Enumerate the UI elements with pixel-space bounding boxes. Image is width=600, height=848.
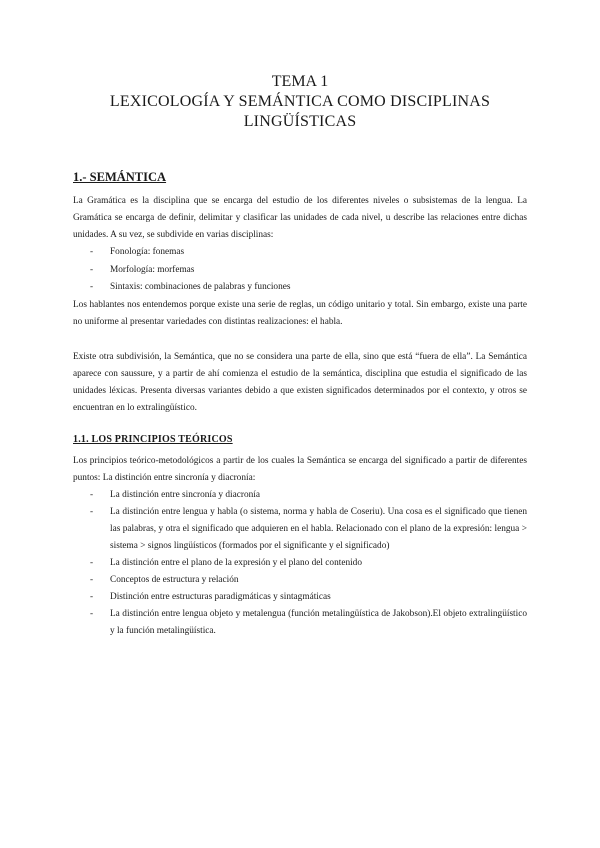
list-item [90,555,527,572]
list-item-text: Conceptos de estructura y relación [110,574,239,585]
dash-bullet: - [90,608,94,619]
list-item [90,244,527,262]
list-item-text: La distinción entre lengua objeto y metalengua (función metalingüística de Jakobson).El objeto extralingüístico y la función metalingüística. [110,608,527,636]
paragraph-gramatica: La Gramática es la disciplina que se encarga del estudio de los diferentes niveles o subsistemas de la lengua. La Gramática se encarga de definir, delimitar y clasificar las unidades de cada nivel, u describe las relaciones entre dichas unidades. A su vez, se subdivide en varias disciplinas: [73,196,527,240]
paragraph-principios: Los principios teórico-metodológicos a partir de los cuales la Semántica se encarga del significado a partir de diferentes puntos: La distinción entre sincronía y diacronía: [73,455,527,483]
title-block [73,72,527,132]
paragraph-subdivision: Existe otra subdivisión, la Semántica, que no se considera una parte de ella, sino que está “fuera de ella”. La Semántica aparece con saussure, y a partir de ahí comienza el estudio de la semántica, disciplina que estudia el significado de las unidades léxicas. Presenta diversas variantes debido a que existen significados determinados por el contexto, y otros se encuentran en lo extralingüístico. [73,351,527,413]
dash-bullet: - [90,591,94,602]
list-item-text: Morfología: morfemas [110,264,195,275]
chapter-title-line-2: LINGÜÍSTICAS [243,113,357,130]
dash-bullet: - [90,489,94,500]
principles-list [73,487,527,640]
list-item [90,262,527,280]
list-item [90,606,527,640]
list-item-text: La distinción entre el plano de la expresión y el plano del contenido [110,557,362,568]
dash-bullet: - [90,264,94,275]
list-item-text: La distinción entre sincronía y diacronía [110,489,260,500]
list-item-text: La distinción entre lengua y habla (o sistema, norma y habla de Coseriu). Una cosa es el significado que tienen las palabras, y otra el significado que adquieren en el habla. Relacionado con el plano de la expresión: lengua > sistema > signos lingüísticos (formados por el significante y el significado) [110,506,527,551]
chapter-title-line-1: LEXICOLOGÍA Y SEMÁNTICA COMO DISCIPLINAS [109,93,491,110]
section-heading-semantica: 1.- SEMÁNTICA [73,170,167,184]
disciplines-list [73,244,527,297]
dash-bullet: - [90,247,94,257]
list-item [90,487,527,504]
paragraph-hablantes: Los hablantes nos entendemos porque existe una serie de reglas, un código unitario y total. Sin embargo, existe una parte no uniforme al presentar variedades con distintas realizaciones: el habla. [73,299,527,327]
list-item [90,504,527,555]
list-item-text: Sintaxis: combinaciones de palabras y funciones [110,282,291,292]
dash-bullet: - [90,557,94,568]
list-item [90,572,527,589]
subsection-heading-principios: 1.1. LOS PRINCIPIOS TEÓRICOS [73,433,233,445]
dash-bullet: - [90,574,94,585]
dash-bullet: - [90,282,94,292]
list-item [90,279,527,297]
dash-bullet: - [90,506,94,517]
list-item-text: Fonología: fonemas [110,247,185,257]
list-item [90,589,527,606]
list-item-text: Distinción entre estructuras paradigmáticas y sintagmáticas [110,591,331,602]
chapter-number: TEMA 1 [271,73,329,90]
